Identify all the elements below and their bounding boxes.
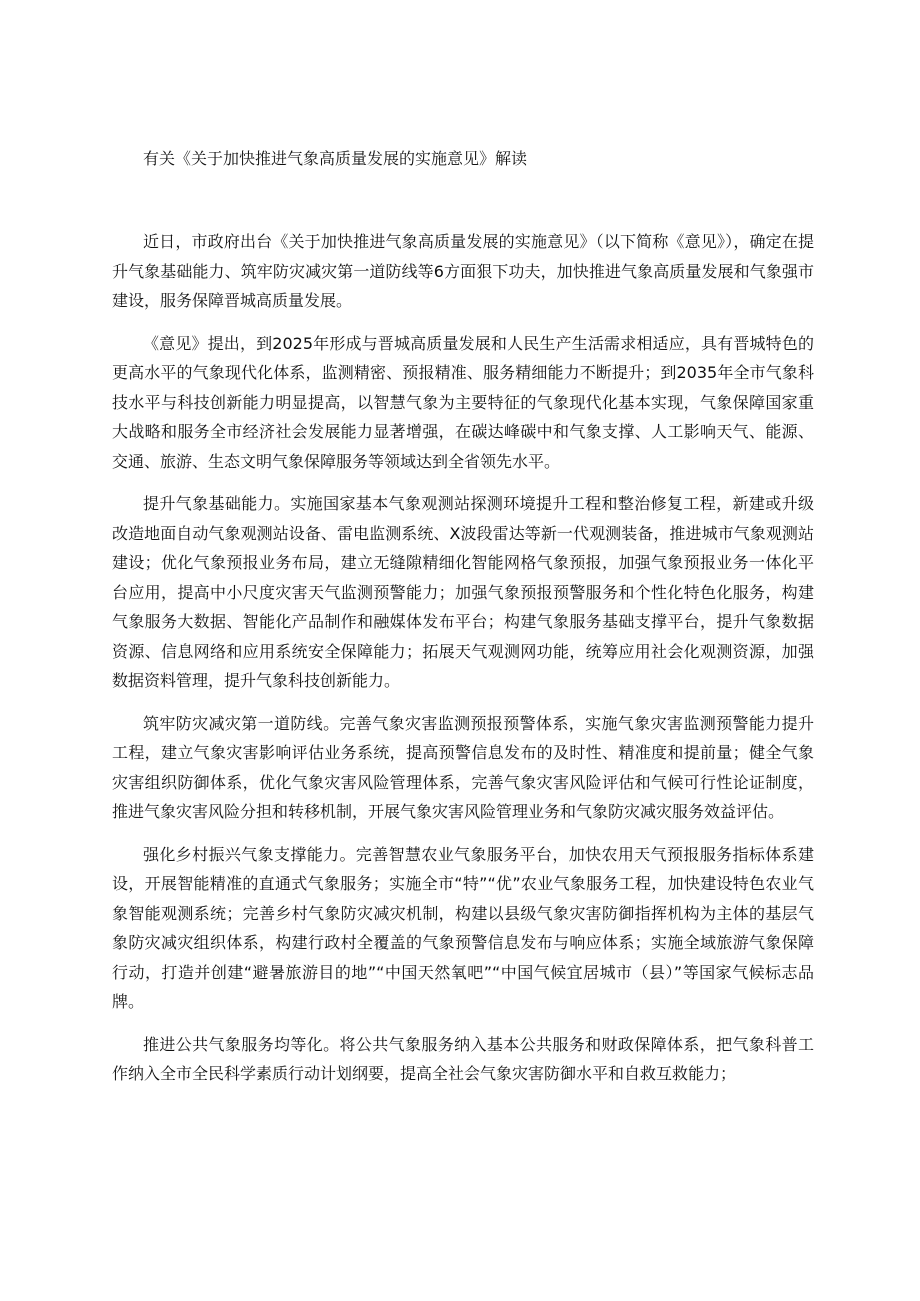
paragraph-rural-revitalization: 强化乡村振兴气象支撑能力。完善智慧农业气象服务平台，加快农用天气预报服务指标体系建设，开展智能精准的直通式气象服务；实施全市“特”“优”农业气象服务工程，加快建设特色农业气象智能观测系统；完善乡村气象防灾减灾机制，构建以县级气象灾害防御指挥机构为主体的基层气象防灾减灾组织体系，构建行政村全覆盖的气象预警信息发布与响应体系；实施全域旅游气象保障行动，打造并创建“避暑旅游目的地”“中国天然氧吧”“中国气候宜居城市（县）”等国家气候标志品牌。 <box>112 844 814 1011</box>
document-page <box>112 146 814 1102</box>
paragraph-public-services: 推进公共气象服务均等化。将公共气象服务纳入基本公共服务和财政保障体系，把气象科普工作纳入全市全民科学素质行动计划纲要，提高全社会气象灾害防御水平和自救互救能力； <box>112 1034 814 1083</box>
paragraph-basic-capacity: 提升气象基础能力。实施国家基本气象观测站探测环境提升工程和整治修复工程，新建或升级改造地面自动气象观测站设备、雷电监测系统、X波段雷达等新一代观测装备，推进城市气象观测站建设；优化气象预报业务布局，建立无缝隙精细化智能网格气象预报，加强气象预报业务一体化平台应用，提高中小尺度灾害天气监测预警能力；加强气象预报预警服务和个性化特色化服务，构建气象服务大数据、智能化产品制作和融媒体发布平台；构建气象服务基础支撑平台，提升气象数据资源、信息网络和应用系统安全保障能力；拓展天气观测网功能，统筹应用社会化观测资源，加强数据资料管理，提升气象科技创新能力。 <box>112 494 814 690</box>
document-title: 有关《关于加快推进气象高质量发展的实施意见》解读 <box>143 149 528 168</box>
paragraph-goals: 《意见》提出，到2025年形成与晋城高质量发展和人民生产生活需求相适应，具有晋城特色的更高水平的气象现代化体系，监测精密、预报精准、服务精细能力不断提升；到2035年全市气象科技水平与科技创新能力明显提高，以智慧气象为主要特征的气象现代化基本实现，气象保障国家重大战略和服务全市经济社会发展能力显著增强，在碳达峰碳中和气象支撑、人工影响天气、能源、交通、旅游、生态文明气象保障服务等领域达到全省领先水平。 <box>112 333 814 471</box>
paragraph-disaster-prevention: 筑牢防灾减灾第一道防线。完善气象灾害监测预报预警体系，实施气象灾害监测预警能力提升工程，建立气象灾害影响评估业务系统，提高预警信息发布的及时性、精准度和提前量；健全气象灾害组织防御体系，优化气象灾害风险管理体系，完善气象灾害风险评估和气候可行性论证制度，推进气象灾害风险分担和转移机制，开展气象灾害风险管理业务和气象防灾减灾服务效益评估。 <box>112 713 814 821</box>
paragraph-intro: 近日，市政府出台《关于加快推进气象高质量发展的实施意见》（以下简称《意见》），确定在提升气象基础能力、筑牢防灾减灾第一道防线等6方面狠下功夫，加快推进气象高质量发展和气象强市建设，服务保障晋城高质量发展。 <box>112 232 814 310</box>
